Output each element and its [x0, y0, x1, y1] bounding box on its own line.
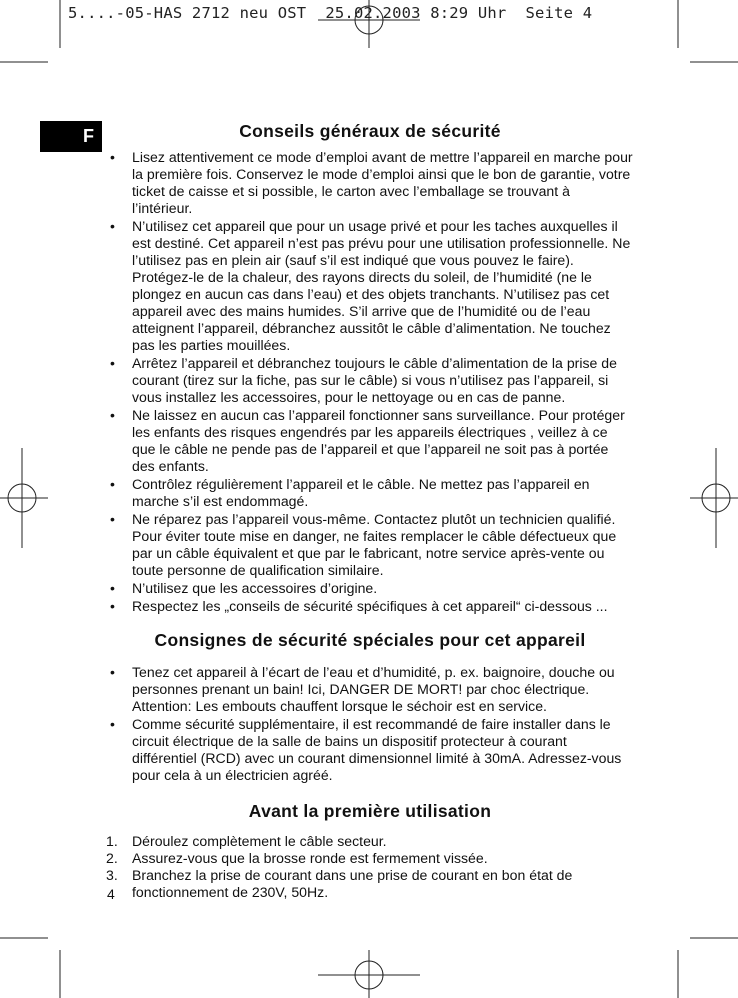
section-title-special-safety: Consignes de sécurité spéciales pour cet appareil: [154, 630, 586, 650]
list-item: • N’utilisez que les accessoires d’origine.: [110, 580, 378, 596]
page-number: 4: [107, 886, 115, 902]
list-item: • Tenez cet appareil à l’écart de l’eau et d’humidité, p. ex. baignoire, douche ou personnes prenant un bain! Ici, DANGER DE MORT! par choc électrique. Attention: Les embouts chauffent lorsque le séchoir est en service.: [110, 664, 615, 714]
list-item: • Contrôlez régulièrement l’appareil et le câble. Ne mettez pas l’appareil en marche s’il est endommagé.: [110, 476, 590, 509]
list-item: • Ne laissez en aucun cas l’appareil fonctionner sans surveillance. Pour protéger les enfants des risques engendrés par les appareils électriques , veillez à ce que le câble ne pende pas de l’appareil et que l’appareil ne soit pas à portée des enfants.: [110, 407, 625, 474]
registration-mark-top: [318, 0, 420, 48]
registration-mark-left: [0, 448, 48, 548]
list-item: • Respectez les „conseils de sécurité spécifiques à cet appareil“ ci-dessous ...: [110, 598, 608, 614]
list-item: • Arrêtez l’appareil et débranchez toujours le câble d’alimentation de la prise de courant (tirez sur la fiche, pas sur le câble) si vous n’utilisez pas l’appareil, si vous installez les accessoires, pour le nettoyage ou en cas de panne.: [110, 355, 617, 405]
list-item: 1. Déroulez complètement le câble secteur.: [106, 833, 387, 849]
first-use-steps: [106, 833, 634, 901]
list-item: • Lisez attentivement ce mode d’emploi avant de mettre l’appareil en marche pour la première fois. Conservez le mode d’emploi ainsi que le bon de garantie, votre ticket de caisse et si possible, le carton avec l’emballage se trouvant à l’intérieur.: [110, 149, 633, 216]
bullet: •: [110, 664, 115, 680]
bullet: •: [110, 580, 115, 596]
bullet: •: [110, 355, 115, 371]
bullet: •: [110, 476, 115, 492]
language-tab: F: [40, 121, 102, 152]
bullet: •: [110, 598, 115, 614]
list-item: 3. Branchez la prise de courant dans une prise de courant en bon état de fonctionnement de 230V, 50Hz.: [106, 867, 573, 900]
registration-mark-bottom: [318, 950, 420, 998]
registration-mark-right: [690, 448, 738, 548]
print-slug-header: 5....-05-HAS 2712 neu OST 25.02.2003 8:29 Uhr Seite 4: [68, 4, 593, 22]
section-title-before-first-use: Avant la première utilisation: [248, 801, 492, 821]
section-title-general-safety: Conseils généraux de sécurité: [239, 121, 501, 141]
list-item: • Comme sécurité supplémentaire, il est recommandé de faire installer dans le circuit électrique de la salle de bains un dispositif protecteur à courant différentiel (RCD) avec un courant dimensionnel limité à 30mA. Adressez-vous pour cela à un électricien agréé.: [110, 716, 622, 783]
page-content: [106, 120, 634, 901]
special-safety-list: [106, 664, 634, 784]
bullet: •: [110, 511, 115, 527]
general-safety-list: [106, 149, 634, 615]
list-item: • N’utilisez cet appareil que pour un usage privé et pour les taches auxquelles il est destiné. Cet appareil n’est pas prévu pour une utilisation professionnelle. Ne l’utilisez pas en plein air (sauf s’il est indiqué que vous pouvez le faire). Protégez-le de la chaleur, des rayons directs du soleil, de l’humidité (ne le plongez en aucun cas dans l’eau) et des objets tranchants. N’utilisez pas cet appareil avec des mains humides. S’il arrive que de l’humidité ou de l’eau atteignent l’appareil, débranchez aussitôt le câble d’alimentation. Ne touchez pas les parties mouillées.: [110, 218, 631, 353]
bullet: •: [110, 218, 115, 234]
step-number: 3.: [106, 867, 118, 883]
bullet: •: [110, 716, 115, 732]
bullet: •: [110, 149, 115, 165]
list-item: 2. Assurez-vous que la brosse ronde est fermement vissée.: [106, 850, 488, 866]
step-number: 1.: [106, 833, 118, 849]
bullet: •: [110, 407, 115, 423]
list-item: • Ne réparez pas l’appareil vous-même. Contactez plutôt un technicien qualifié. Pour éviter toute mise en danger, ne faites remplacer le câble défectueux que par un câble équivalent et que par le fabricant, notre service après-vente ou toute personne de qualification similaire.: [110, 511, 617, 578]
step-number: 2.: [106, 850, 118, 866]
